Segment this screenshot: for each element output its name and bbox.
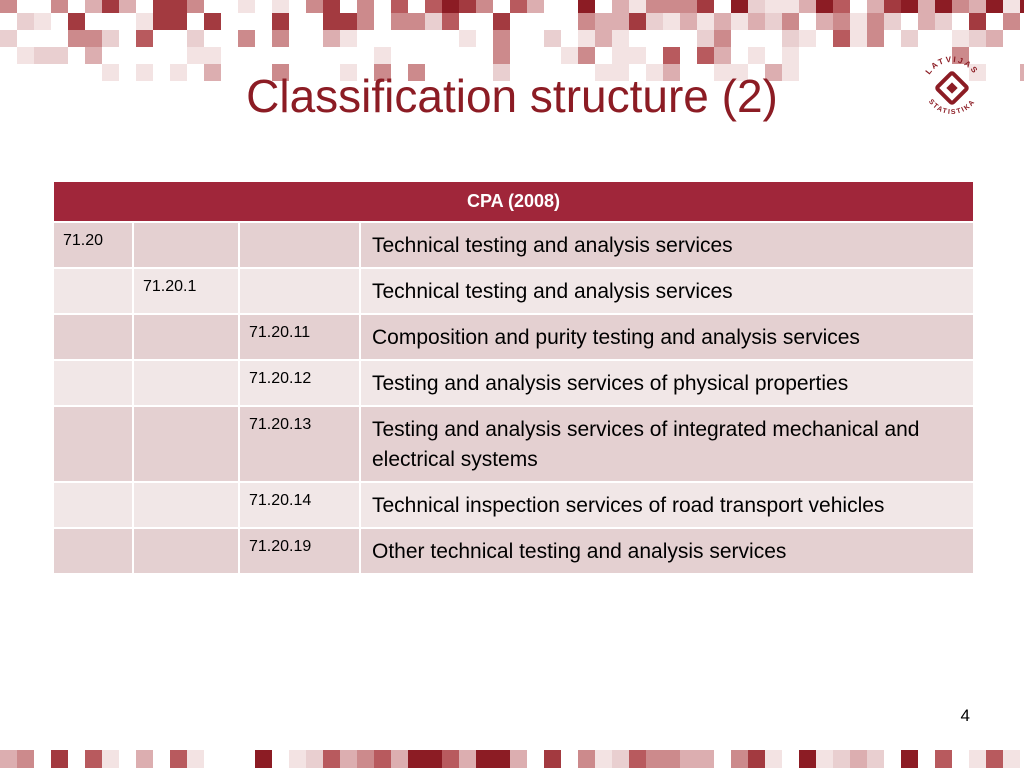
code-text: 71.20.12 [249,370,312,387]
code-cell-level-1 [53,314,133,360]
code-cell-level-3 [239,222,360,268]
code-text: 71.20.14 [249,492,312,509]
code-cell-level-2 [133,268,239,314]
code-cell-level-2 [133,360,239,406]
logo-icon [912,46,992,126]
code-text: 71.20.11 [249,324,311,341]
table-body [53,222,974,574]
code-cell-level-3 [239,360,360,406]
description-cell: Composition and purity testing and analysis services [360,314,974,360]
page-number: 4 [960,706,970,725]
slide-title: Classification structure (2) [246,70,778,122]
code-cell-level-1 [53,360,133,406]
code-cell-level-3 [239,482,360,528]
code-cell-level-2 [133,314,239,360]
logo-text-top: LATVIJAS [923,54,981,77]
code-cell-level-2 [133,406,239,482]
code-cell-level-2 [133,482,239,528]
logo-text-bottom: STATISTIKA [926,98,978,117]
table-row [53,268,974,314]
code-cell-level-3 [239,406,360,482]
code-text: 71.20 [63,232,104,249]
description-cell: Technical inspection services of road transport vehicles [360,482,974,528]
table-header: CPA (2008) [53,181,974,222]
description-cell: Technical testing and analysis services [360,268,974,314]
table-row [53,406,974,482]
table-row [53,528,974,574]
description-cell: Technical testing and analysis services [360,222,974,268]
code-cell-level-1 [53,482,133,528]
code-cell-level-1 [53,528,133,574]
code-cell-level-3 [239,314,360,360]
code-cell-level-1 [53,222,133,268]
table-row [53,222,974,268]
code-text: 71.20.1 [143,278,197,295]
description-cell: Testing and analysis services of integrated mechanical and electrical systems [360,406,974,482]
code-cell-level-1 [53,268,133,314]
code-text: 71.20.19 [249,538,312,555]
code-cell-level-2 [133,528,239,574]
code-cell-level-3 [239,528,360,574]
bottom-mosaic-banner [0,748,1024,768]
description-cell: Testing and analysis services of physical properties [360,360,974,406]
table-row [53,314,974,360]
table-row [53,360,974,406]
code-cell-level-1 [53,406,133,482]
table-row [53,482,974,528]
code-cell-level-3 [239,268,360,314]
code-cell-level-2 [133,222,239,268]
latvijas-statistika-logo [912,46,992,126]
description-cell: Other technical testing and analysis services [360,528,974,574]
classification-table [52,180,973,575]
code-text: 71.20.13 [249,416,312,433]
